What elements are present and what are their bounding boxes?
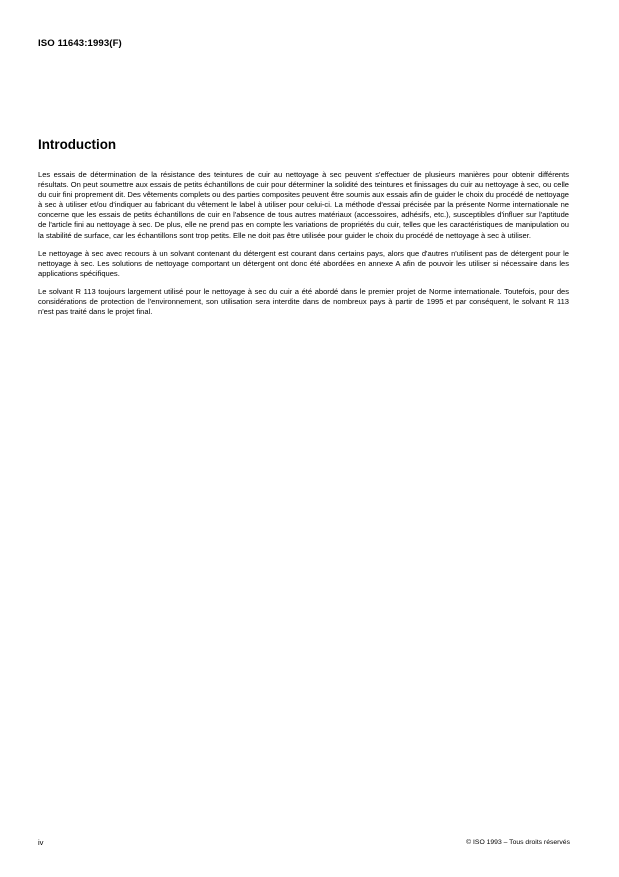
document-header: ISO 11643:1993(F) xyxy=(38,38,122,49)
paragraph-3: Le solvant R 113 toujours largement utilisé pour le nettoyage à sec du cuir a été abordé dans le premier projet de Norme internationale. Toutefois, pour des considérations de protection de l'environnement, son utilisation sera interdite dans de nombreux pays à partir de 1995 et par conséquent, le solvant R 113 n'est pas traité dans le projet final. xyxy=(38,286,569,317)
introduction-body xyxy=(38,170,569,325)
copyright-notice: © ISO 1993 – Tous droits réservés xyxy=(466,839,570,846)
page-number: iv xyxy=(38,838,44,847)
paragraph-1: Les essais de détermination de la résistance des teintures de cuir au nettoyage à sec peuvent s'effectuer de plusieurs manières pour obtenir différents résultats. On peut soumettre aux essais de petits échantillons de cuir pour déterminer la solidité des teintures et finissages du cuir au nettoyage à sec, ou celle du cuir fini proprement dit. Des vêtements complets ou des parties composites peuvent être soumis aux essais afin de guider le choix du procédé de nettoyage à sec à utiliser et/ou d'indiquer au fabricant du vêtement le label à utiliser pour celui-ci. La méthode d'essai précisée par la présente Norme internationale ne concerne que les essais de petits échantillons de cuir en l'absence de tous autres matériaux (accessoires, adhésifs, etc.), susceptibles d'influer sur l'aptitude de l'article fini au nettoyage à sec. De plus, elle ne prend pas en compte les variations de propriétés du cuir, telles que les caractéristiques de manipulation ou la stabilité de surface, car les échantillons sont trop petits. Elle ne doit pas être utilisée pour guider le choix du procédé de nettoyage à sec à utiliser. xyxy=(38,170,569,240)
section-title: Introduction xyxy=(38,137,117,152)
paragraph-2: Le nettoyage à sec avec recours à un solvant contenant du détergent est courant dans certains pays, alors que d'autres n'utilisent pas de détergent pour le nettoyage à sec. Les solutions de nettoyage comportant un détergent ont donc été abordées en annexe A afin de pouvoir les utiliser si nécessaire dans les applications spécifiques. xyxy=(38,248,569,278)
